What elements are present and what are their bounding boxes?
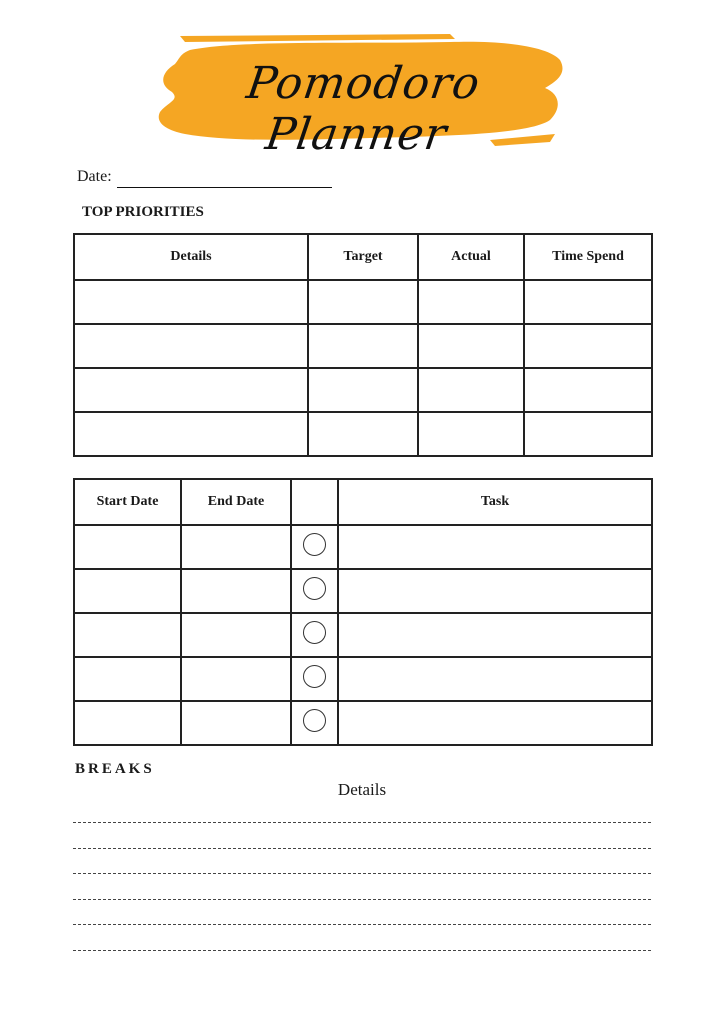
top-priorities-heading: TOP PRIORITIES xyxy=(82,204,204,220)
column-header-task: Task xyxy=(338,479,652,525)
column-header-end-date: End Date xyxy=(181,479,291,525)
priority-cell[interactable] xyxy=(524,368,652,412)
checkbox-cell xyxy=(291,569,338,613)
task-row xyxy=(74,613,652,657)
priority-cell[interactable] xyxy=(74,368,308,412)
priority-cell[interactable] xyxy=(308,280,418,324)
priority-cell[interactable] xyxy=(524,324,652,368)
priorities-table xyxy=(73,233,653,457)
date-label: Date: xyxy=(77,168,112,185)
checkbox-cell xyxy=(291,701,338,745)
task-row xyxy=(74,701,652,745)
task-check-circle[interactable] xyxy=(303,577,326,600)
priority-cell[interactable] xyxy=(74,324,308,368)
priority-cell[interactable] xyxy=(74,280,308,324)
column-header-start-date: Start Date xyxy=(74,479,181,525)
break-write-line[interactable] xyxy=(73,899,651,900)
checkbox-cell xyxy=(291,657,338,701)
breaks-heading: BREAKS xyxy=(75,761,155,777)
priority-row xyxy=(74,368,652,412)
task-cell[interactable] xyxy=(338,525,652,569)
task-cell[interactable] xyxy=(338,657,652,701)
priority-row xyxy=(74,324,652,368)
task-check-circle[interactable] xyxy=(303,665,326,688)
task-check-circle[interactable] xyxy=(303,533,326,556)
task-cell[interactable] xyxy=(181,613,291,657)
task-cell[interactable] xyxy=(74,525,181,569)
task-row xyxy=(74,569,652,613)
column-header-check xyxy=(291,479,338,525)
task-cell[interactable] xyxy=(338,613,652,657)
column-header-target: Target xyxy=(308,234,418,280)
date-input-line[interactable] xyxy=(117,187,332,188)
task-cell[interactable] xyxy=(181,701,291,745)
checkbox-cell xyxy=(291,525,338,569)
page-title: Pomodoro Planner xyxy=(243,58,484,160)
checkbox-cell xyxy=(291,613,338,657)
task-cell[interactable] xyxy=(181,569,291,613)
breaks-details-label: Details xyxy=(337,780,387,799)
priority-cell[interactable] xyxy=(524,280,652,324)
title-banner xyxy=(150,30,570,160)
priority-cell[interactable] xyxy=(418,280,524,324)
priority-cell[interactable] xyxy=(524,412,652,456)
column-header-actual: Actual xyxy=(418,234,524,280)
tasks-table xyxy=(73,478,653,746)
priority-cell[interactable] xyxy=(308,368,418,412)
priority-cell[interactable] xyxy=(308,412,418,456)
priorities-header-row xyxy=(74,234,652,280)
task-cell[interactable] xyxy=(74,657,181,701)
task-row xyxy=(74,525,652,569)
column-header-time-spend: Time Spend xyxy=(524,234,652,280)
task-cell[interactable] xyxy=(181,525,291,569)
priority-cell[interactable] xyxy=(418,412,524,456)
task-cell[interactable] xyxy=(338,569,652,613)
priority-cell[interactable] xyxy=(418,324,524,368)
break-write-line[interactable] xyxy=(73,873,651,874)
break-write-line[interactable] xyxy=(73,950,651,951)
priority-cell[interactable] xyxy=(418,368,524,412)
task-cell[interactable] xyxy=(74,613,181,657)
priority-row xyxy=(74,412,652,456)
task-cell[interactable] xyxy=(74,701,181,745)
task-cell[interactable] xyxy=(338,701,652,745)
task-check-circle[interactable] xyxy=(303,709,326,732)
tasks-header-row xyxy=(74,479,652,525)
task-row xyxy=(74,657,652,701)
priority-cell[interactable] xyxy=(74,412,308,456)
task-check-circle[interactable] xyxy=(303,621,326,644)
priority-cell[interactable] xyxy=(308,324,418,368)
priority-row xyxy=(74,280,652,324)
column-header-details: Details xyxy=(74,234,308,280)
break-write-line[interactable] xyxy=(73,822,651,823)
task-cell[interactable] xyxy=(181,657,291,701)
break-write-line[interactable] xyxy=(73,848,651,849)
break-write-line[interactable] xyxy=(73,924,651,925)
task-cell[interactable] xyxy=(74,569,181,613)
